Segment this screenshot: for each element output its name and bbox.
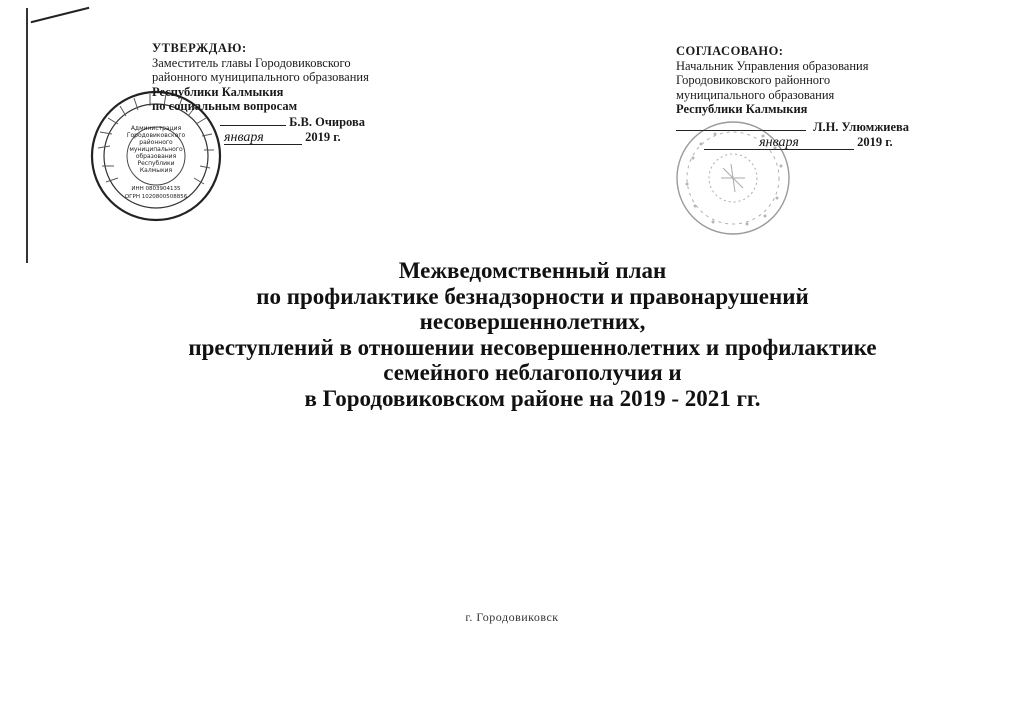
seal-number: ОГРН 1020800508856: [124, 194, 188, 200]
document-title: [40, 258, 1024, 411]
signature-row: [152, 114, 369, 130]
approval-year: 2019 г.: [857, 134, 893, 149]
seal-text-line: Администрация: [130, 125, 182, 132]
title-line: в Городовиковском районе на 2019 - 2021 гг.: [304, 385, 761, 411]
seal-number: ИНН 0803904135: [131, 186, 181, 192]
signatory-name: Б.В. Очирова: [289, 114, 365, 129]
approval-year: 2019 г.: [305, 129, 341, 144]
approval-position-line: муниципального образования: [676, 87, 835, 102]
title-line: семейного неблагополучия и: [383, 360, 682, 385]
signature-line: [676, 119, 806, 131]
signature-line: [220, 114, 286, 126]
title-line: преступлений в отношении несовершеннолетних и профилактике: [188, 334, 877, 360]
signature-row: [676, 119, 909, 135]
handwritten-month: января: [704, 136, 854, 150]
approval-position-line: по социальным вопросам: [152, 99, 298, 114]
approval-position-line: Заместитель главы Городовиковского: [152, 55, 351, 70]
date-row: [152, 130, 369, 145]
approval-block-left: [152, 41, 369, 145]
date-row: [676, 135, 909, 150]
city-name: г. Городовиковск: [465, 610, 559, 624]
signatory-name: Л.Н. Улюмжиева: [813, 119, 910, 134]
title-line: Межведомственный план: [398, 258, 667, 283]
title-line: по профилактике безнадзорности и правонарушений: [256, 283, 809, 309]
approval-block-right: [676, 44, 909, 150]
scan-artifact-line: [31, 7, 90, 23]
scan-artifact-edge: [26, 8, 28, 263]
approval-position-line: районного муниципального образования: [152, 70, 369, 85]
approval-heading: СОГЛАСОВАНО:: [676, 44, 784, 58]
seal-text-line: Калмыкия: [139, 167, 173, 174]
approval-position-line: Республики Калмыкия: [676, 102, 808, 117]
seal-text-line: Республики: [137, 160, 175, 167]
seal-text-line: образования: [135, 153, 177, 160]
approval-position-line: Начальник Управления образования: [676, 58, 869, 73]
seal-text-line: Городовиковского: [126, 132, 186, 139]
approval-heading: УТВЕРЖДАЮ:: [152, 41, 247, 55]
seal-text-line: муниципального: [129, 146, 183, 153]
approval-position-line: Городовиковского районного: [676, 73, 831, 88]
approval-position-line: Республики Калмыкия: [152, 84, 284, 99]
handwritten-month: января: [224, 131, 302, 145]
seal-text-line: районного: [139, 139, 173, 146]
title-line: несовершеннолетних,: [419, 309, 646, 334]
